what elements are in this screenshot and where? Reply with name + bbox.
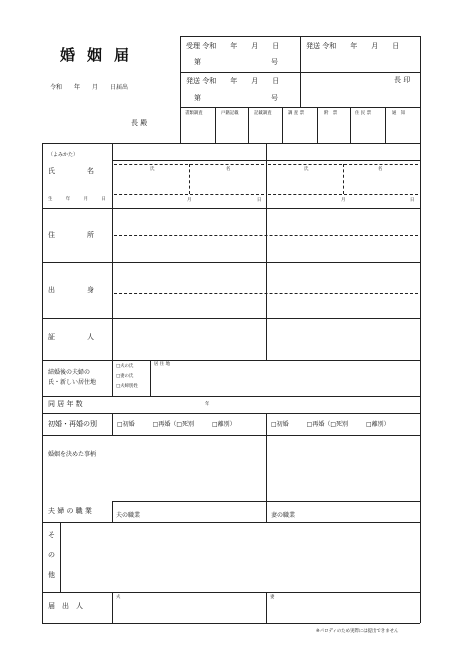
submission-date: 令和 年 月 日届出 [50,84,129,91]
cohabit-unit: 年 [205,402,210,407]
other-label-3: 他 [48,571,55,579]
wife-surname-mark: 氏 [304,167,309,172]
wife-birth-day: 日 [410,198,415,203]
wife-marriage-type[interactable]: □初婚 □再婚（□死別 □離別） [271,421,390,428]
sent-date: 発送 令和 年 月 日 [186,77,280,85]
official-col: 調 査 票 [288,111,304,116]
option-separate-surname[interactable]: □夫婦別姓 [116,384,138,389]
residence-label: 居 住 地 [154,362,170,367]
official-col: 住 民 票 [355,111,371,116]
husband-birth-day: 日 [257,198,262,203]
option-wife-surname[interactable]: □妻の氏 [116,374,134,379]
address-label: 住 所 [48,231,100,239]
received-number: 第 号 [194,58,278,66]
parody-note: ※パロディのため実際には提出できません [316,629,399,634]
husband-given-mark: 名 [226,167,231,172]
wife-occupation: 妻の職業 [271,512,296,519]
other-label-2: の [48,551,55,559]
other-label-1: そ [48,531,55,539]
decided-reason-label: 婚姻を決めた事柄 [48,451,97,458]
received-date: 受理 令和 年 月 日 [186,42,280,50]
sent-date-top: 発送 令和 年 月 日 [306,42,400,50]
occupation-label: 夫 婦 の 職 業 [48,507,92,515]
wife-given-mark: 名 [378,167,383,172]
seal-label: 長 印 [394,76,411,84]
addressee: 長 殿 [131,119,148,127]
husband-birth-month: 月 [187,198,192,203]
sent-number: 第 号 [194,94,278,102]
official-col: 通 知 [392,111,406,116]
official-col: 附 票 [324,111,338,116]
signer-label: 届 出 人 [48,602,83,610]
husband-surname-mark: 氏 [150,167,155,172]
official-col: 記載調査 [254,111,272,116]
new-residence-label-2: 氏・新しい居住地 [48,379,97,386]
wife-birth-month: 月 [341,198,346,203]
name-label: 氏 名 [48,167,100,175]
witness-label: 証 人 [48,333,100,341]
form-title: 婚姻届 [60,46,142,64]
option-husband-surname[interactable]: □夫の氏 [116,364,134,369]
husband-occupation: 夫の職業 [116,512,141,519]
birthdate-label: 生 年 月 日 [48,197,112,202]
reading-label: （よみかた） [48,152,79,158]
signer-wife-mark: 妻 [270,595,275,600]
new-residence-label-1: 結婚後の夫婦の [48,369,91,376]
official-col: 戸籍記載 [221,111,239,116]
official-col: 書類調査 [185,111,203,116]
cohabit-label: 同 居 年 数 [48,400,83,408]
signer-husband-mark: 夫 [116,595,121,600]
honseki-label: 出 身 [48,286,100,294]
first-remarriage-label: 初婚・再婚の別 [48,420,97,428]
husband-marriage-type[interactable]: □初婚 □再婚（□死別 □離別） [117,421,236,428]
